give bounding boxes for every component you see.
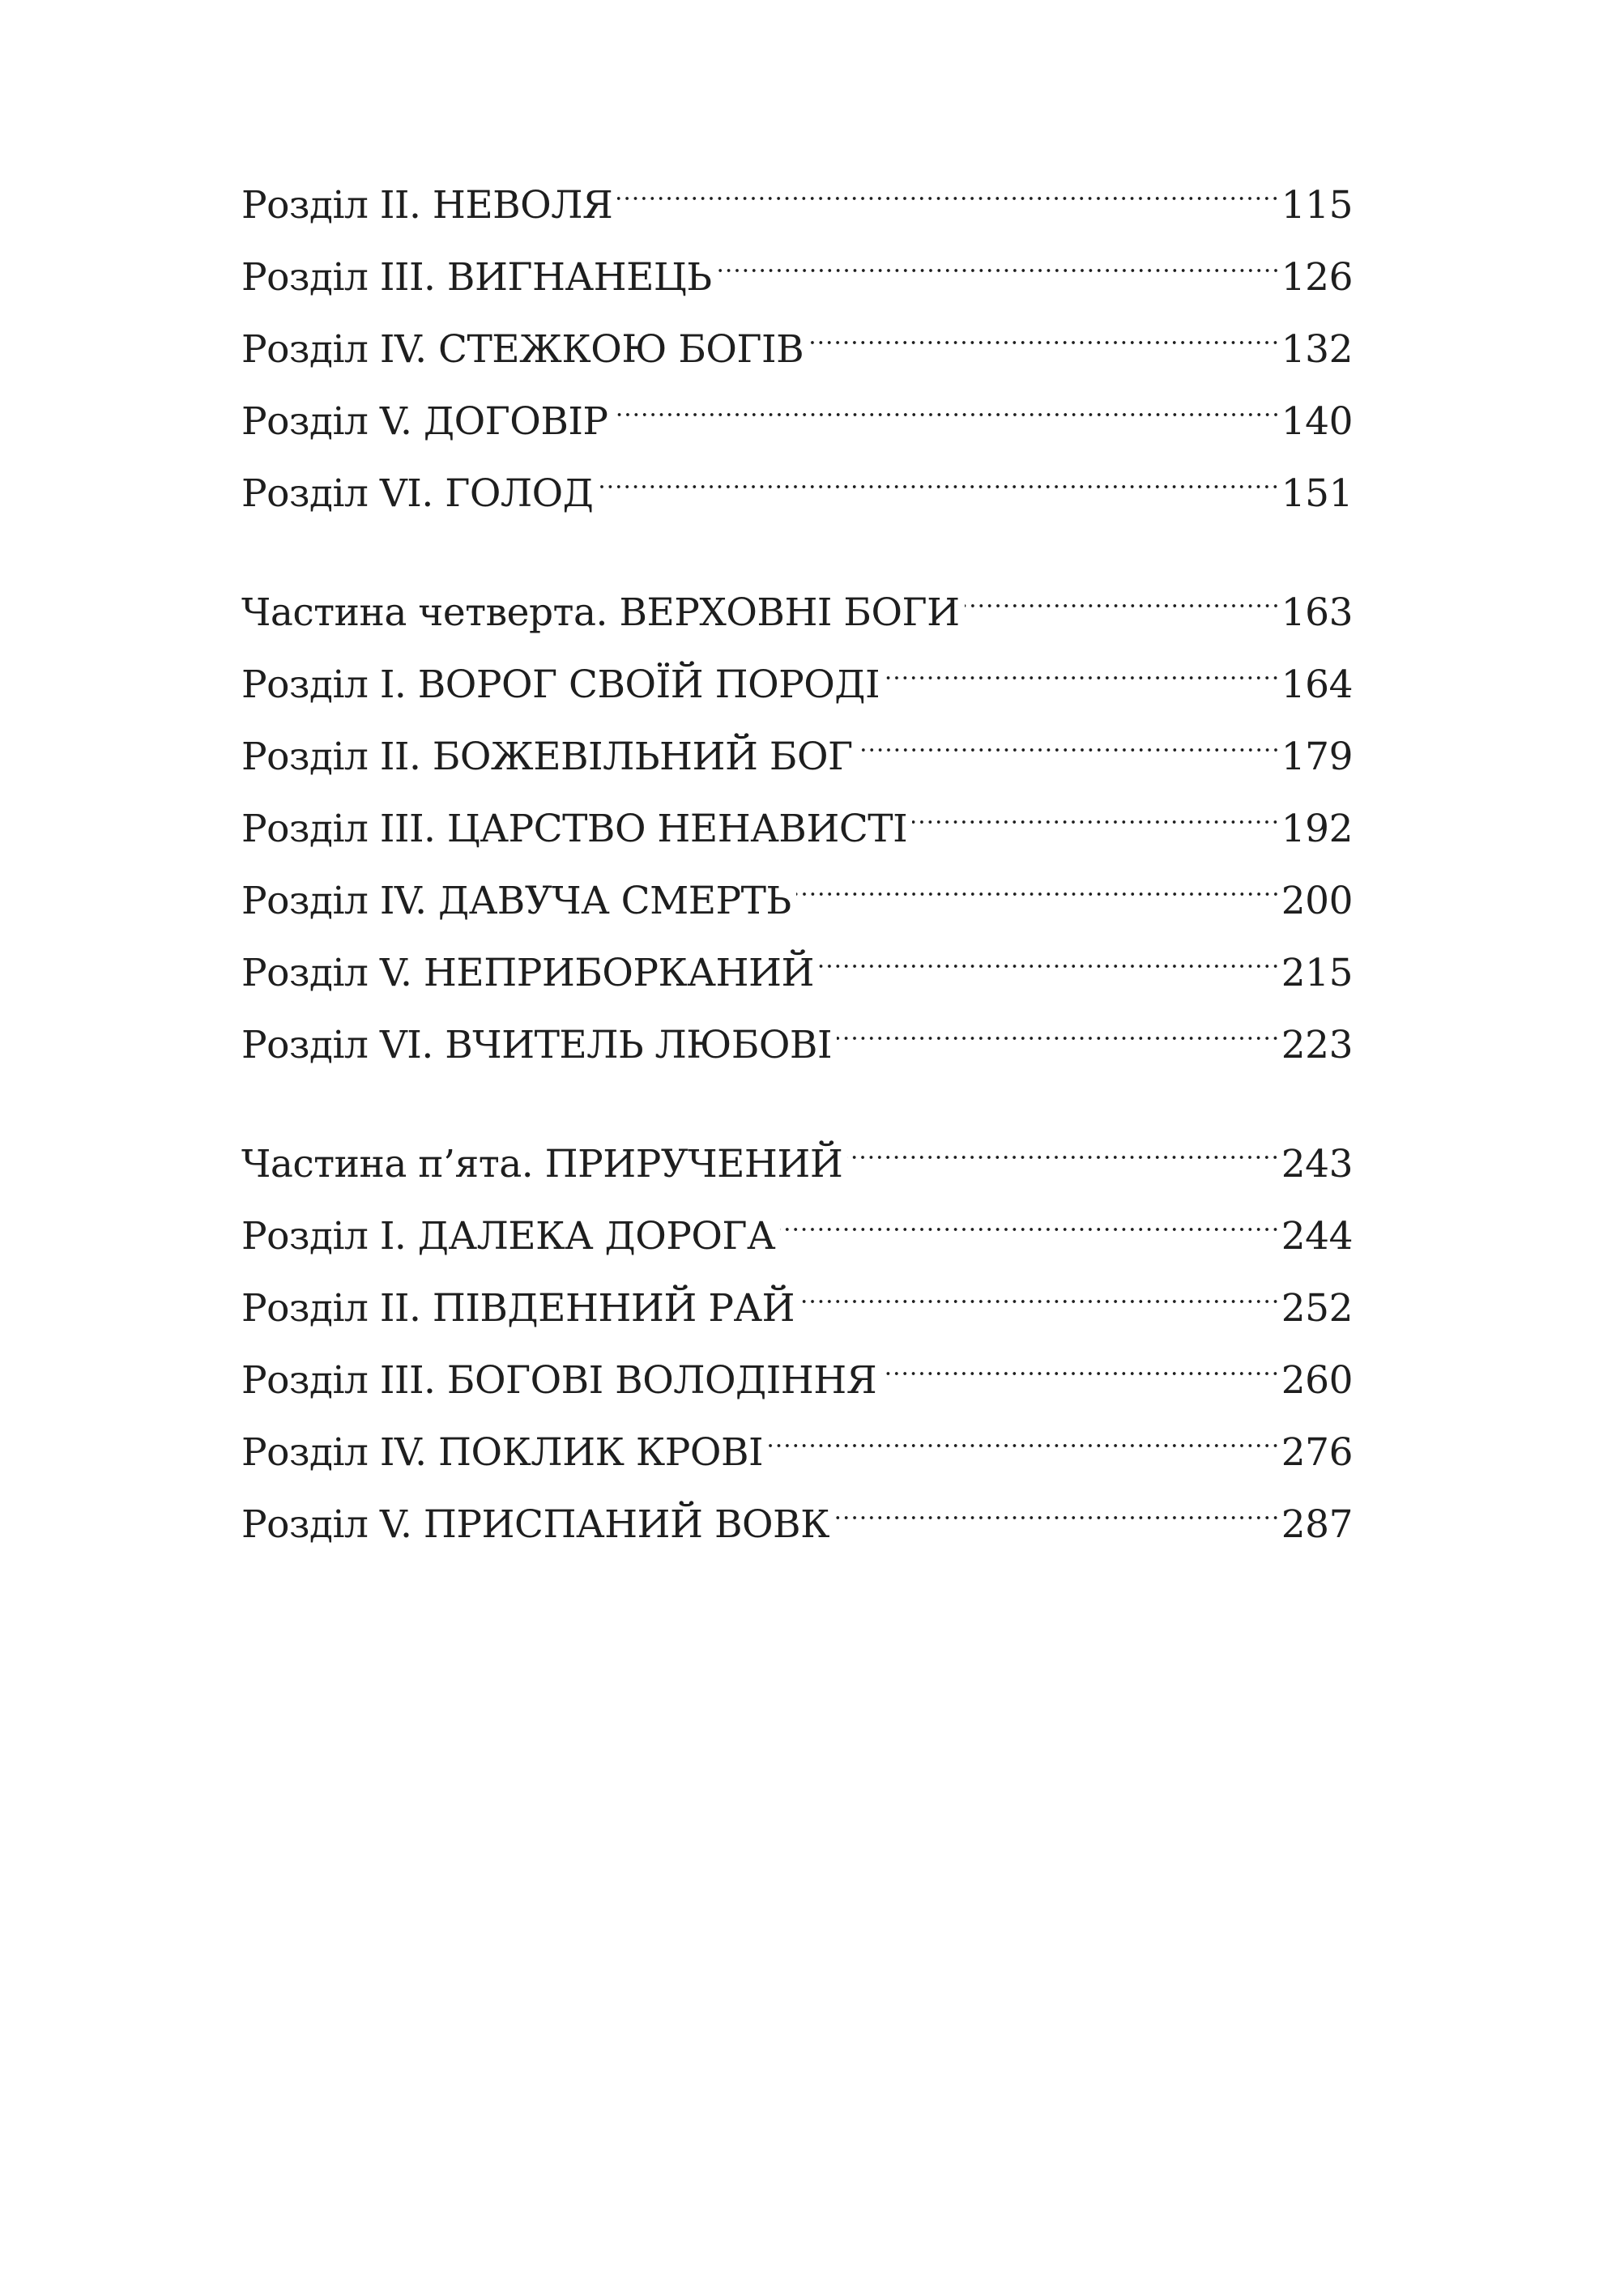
- toc-entry-title: Частина п’ята. ПРИРУЧЕНИЙ: [241, 1142, 843, 1186]
- toc-entry-title: Розділ ІV. ПОКЛИК КРОВІ: [241, 1430, 764, 1475]
- toc-entry-title: Розділ ІV. СТЕЖКОЮ БОГІВ: [241, 327, 804, 372]
- dot-leader: [885, 625, 1280, 697]
- dot-leader: [858, 697, 1280, 769]
- toc-entry-page-number: 164: [1281, 662, 1353, 707]
- toc-entry-page-number: 260: [1281, 1358, 1353, 1403]
- toc-entry-title: Розділ ІV. ДАВУЧА СМЕРТЬ: [241, 879, 791, 923]
- toc-entry-title: Розділ І. ДАЛЕКА ДОРОГА: [241, 1214, 776, 1259]
- toc-entry-page-number: 252: [1281, 1286, 1353, 1331]
- dot-leader: [912, 769, 1280, 841]
- toc-entry-title: Розділ ІІІ. БОГОВІ ВОЛОДІННЯ: [241, 1358, 877, 1403]
- toc-entry: [241, 146, 1353, 228]
- toc-entry-title: Розділ VІ. ВЧИТЕЛЬ ЛЮБОВІ: [241, 1023, 833, 1067]
- toc-entry-page-number: 223: [1281, 1023, 1353, 1067]
- toc-group-part-five: [241, 1105, 1353, 1547]
- toc-entry-title: Розділ V. ПРИСПАНИЙ ВОВК: [241, 1502, 829, 1547]
- toc-part-heading: [241, 553, 1353, 635]
- toc-entry-page-number: 126: [1281, 255, 1353, 300]
- dot-leader: [834, 1465, 1280, 1537]
- dot-leader: [598, 434, 1279, 506]
- toc-entry-title: Розділ ІІ. ПІВДЕННИЙ РАЙ: [241, 1286, 795, 1331]
- toc-entry-page-number: 192: [1281, 807, 1353, 851]
- toc-entry-title: Розділ V. ДОГОВІР: [241, 399, 608, 444]
- toc-entry-title: Розділ VІ. ГОЛОД: [241, 471, 594, 516]
- toc-entry-page-number: 115: [1281, 183, 1353, 228]
- dot-leader: [847, 1105, 1279, 1177]
- dot-leader: [768, 1393, 1280, 1465]
- dot-leader: [881, 1321, 1280, 1393]
- toc-entry-title: Розділ ІІ. НЕВОЛЯ: [241, 183, 613, 228]
- toc-entry-page-number: 244: [1281, 1214, 1353, 1259]
- table-of-contents: [241, 146, 1353, 1547]
- dot-leader: [799, 1249, 1280, 1321]
- dot-leader: [837, 986, 1280, 1058]
- toc-entry-title: Розділ ІІІ. ВИГНАНЕЦЬ: [241, 255, 712, 300]
- toc-entry-title: Розділ ІІІ. ЦАРСТВО НЕНАВИСТІ: [241, 807, 908, 851]
- dot-leader: [780, 1177, 1280, 1249]
- toc-entry-page-number: 287: [1281, 1502, 1353, 1547]
- toc-entry-title: Частина четверта. ВЕРХОВНІ БОГИ: [241, 590, 960, 635]
- toc-entry-page-number: 132: [1281, 327, 1353, 372]
- toc-entry-title: Розділ І. ВОРОГ СВОЇЙ ПОРОДІ: [241, 662, 880, 707]
- dot-leader: [808, 290, 1280, 362]
- dot-leader: [965, 553, 1280, 625]
- dot-leader: [717, 218, 1280, 290]
- dot-leader: [796, 841, 1280, 914]
- toc-entry-page-number: 243: [1281, 1142, 1353, 1186]
- toc-entry-page-number: 163: [1281, 590, 1353, 635]
- toc-entry-page-number: 200: [1281, 879, 1353, 923]
- dot-leader: [617, 146, 1279, 218]
- toc-entry-page-number: 215: [1281, 951, 1353, 995]
- toc-part-heading: [241, 1105, 1353, 1186]
- dot-leader: [819, 914, 1280, 986]
- dot-leader: [613, 362, 1280, 434]
- toc-entry-page-number: 151: [1281, 471, 1353, 516]
- toc-group-part-four: [241, 553, 1353, 1067]
- toc-entry-page-number: 179: [1281, 735, 1353, 779]
- toc-group-part-three-continued: [241, 146, 1353, 516]
- toc-entry-page-number: 276: [1281, 1430, 1353, 1475]
- toc-entry-page-number: 140: [1281, 399, 1353, 444]
- toc-entry-title: Розділ V. НЕПРИБОРКАНИЙ: [241, 951, 814, 995]
- toc-entry-title: Розділ ІІ. БОЖЕВІЛЬНИЙ БОГ: [241, 735, 853, 779]
